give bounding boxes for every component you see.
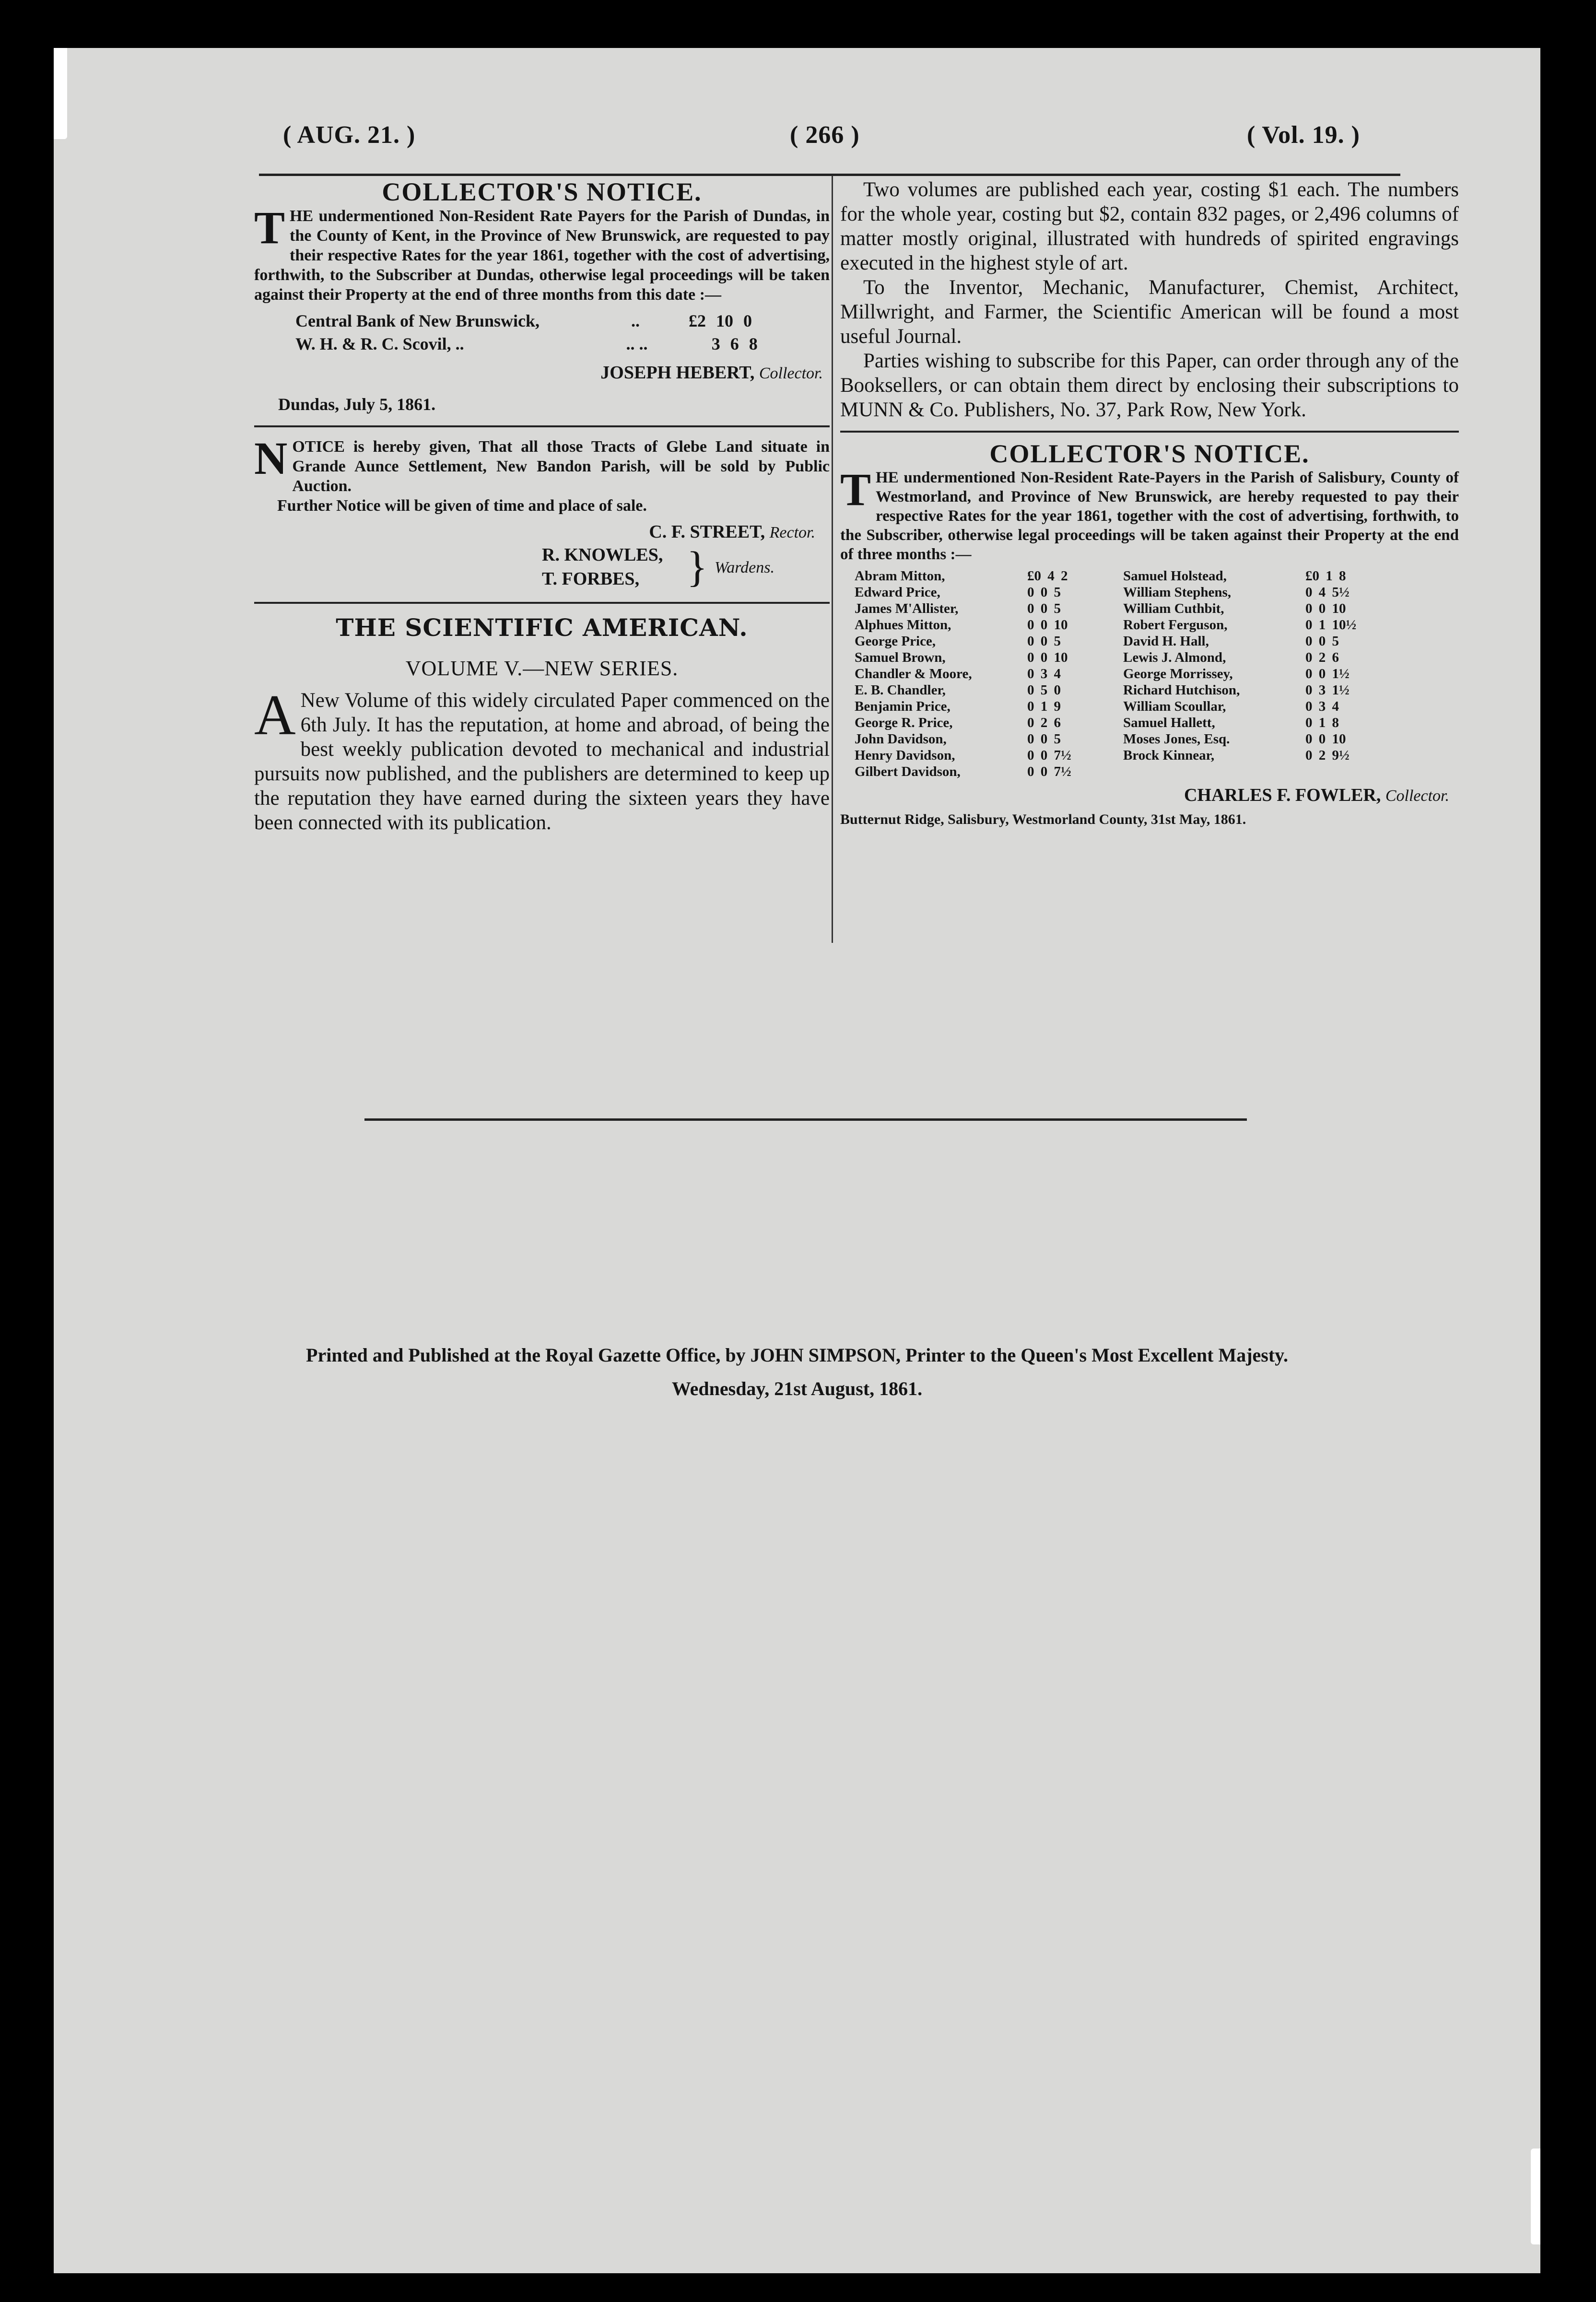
payer-amount: 0 5 0 <box>1027 682 1061 698</box>
table-row <box>840 584 1459 600</box>
left-column <box>254 177 830 835</box>
glebe-land-notice <box>254 433 830 597</box>
signature-name: JOSEPH HEBERT, <box>600 363 755 383</box>
table-row <box>840 763 1459 780</box>
payer-name: Chandler & Moore, <box>855 666 972 681</box>
payer-name: William Stephens, <box>1123 585 1232 600</box>
payer-amount: £0 1 8 <box>1305 568 1346 584</box>
payer-name: Central Bank of New Brunswick, <box>295 311 540 330</box>
signature-name: CHARLES F. FOWLER, <box>1184 785 1381 805</box>
payer-amount: 0 0 10 <box>1305 731 1346 747</box>
payer-name: Samuel Brown, <box>855 650 946 665</box>
notice-text: OTICE is hereby given, That all those Tracts of Glebe Land situate in Grande Aunce Settlement, New Bandon Parish, will be sold by Public Auction. <box>292 438 830 495</box>
header-volume: ( Vol. 19. ) <box>1247 121 1360 149</box>
payer-amount: £2 10 0 <box>689 311 752 330</box>
payer-amount: 0 3 4 <box>1305 699 1339 714</box>
payer-amount: 0 3 1½ <box>1305 682 1350 698</box>
payer-amount: 0 0 10 <box>1027 617 1068 633</box>
table-row <box>840 731 1459 747</box>
header-page-number: ( 266 ) <box>790 121 860 149</box>
payer-amount: 0 1 10½ <box>1305 617 1357 633</box>
rector-signature <box>254 520 830 544</box>
payer-name: John Davidson, <box>855 731 947 747</box>
notice-text: HE undermentioned Non-Resident Rate-Payers in the Parish of Salisbury, County of Westmorland, and Province of New Brunswick, are hereby requested to pay their respective Rates for the year 1861, together with the cost of advertising, forthwith, to the Subscriber, otherwise legal proceedings will be taken against their Property at the end of three months :— <box>840 469 1459 563</box>
payer-amount: 0 3 4 <box>1027 666 1061 681</box>
warden-name: R. KNOWLES, <box>542 545 663 565</box>
wardens-signature <box>254 544 830 597</box>
page-edge-right <box>1531 2149 1540 2244</box>
signature-title: Collector. <box>1385 787 1449 805</box>
rector-name: C. F. STREET, <box>649 522 765 542</box>
payer-name: Gilbert Davidson, <box>855 764 961 779</box>
table-row <box>840 682 1459 698</box>
ad-body <box>254 683 830 835</box>
rate-table <box>840 568 1459 780</box>
wardens-label: Wardens. <box>715 559 775 576</box>
payer-amount: 0 0 10 <box>1305 601 1346 616</box>
right-column <box>840 177 1459 829</box>
payer-name: Samuel Holstead, <box>1123 568 1227 584</box>
newspaper-page <box>54 48 1540 2273</box>
column-divider <box>832 176 833 943</box>
notice-text: HE undermentioned Non-Resident Rate Payers for the Parish of Dundas, in the County of Kent, in the Province of New Brunswick, are requested to pay their respective Rates for the year 1861, together with the cost of advertising, forthwith, to the Subscriber at Dundas, otherwise legal proceedings will be taken against their Property at the end of three months from this date :— <box>254 207 830 304</box>
payer-amount: 0 0 5 <box>1027 585 1061 600</box>
table-row <box>840 666 1459 682</box>
collector-signature <box>840 784 1459 808</box>
table-row <box>840 600 1459 617</box>
section-rule <box>254 425 830 427</box>
table-row <box>840 568 1459 584</box>
ad-paragraph: Parties wishing to subscribe for this Paper, can order through any of the Booksellers, or can obtain them direct by enclosing their subscriptions to MUNN & Co. Publishers, No. 37, Park Row, New York. <box>840 350 1459 421</box>
payer-name: Robert Ferguson, <box>1123 617 1228 633</box>
leader-dots: .. .. <box>626 334 648 353</box>
ad-title: THE SCIENTIFIC AMERICAN. <box>336 613 748 642</box>
notice-body <box>254 202 830 305</box>
payer-name <box>1123 763 1305 780</box>
payer-amount: 0 0 5 <box>1027 601 1061 616</box>
payer-amount: 0 2 6 <box>1027 715 1061 730</box>
payer-amount: 0 0 5 <box>1305 634 1339 649</box>
brace-symbol: } <box>687 543 708 591</box>
notice-date: Butternut Ridge, Salisbury, Westmorland County, 31st May, 1861. <box>840 811 1246 827</box>
collector-notice-dundas <box>254 177 830 416</box>
warden-name: T. FORBES, <box>542 569 640 589</box>
ad-paragraph: Two volumes are published each year, costing $1 each. The numbers for the whole year, costing but $2, contain 832 pages, or 2,496 columns of matter mostly original, illustrated with hundreds of spirited engravings executed in the highest style of art. <box>840 178 1459 274</box>
rate-row <box>254 309 830 332</box>
rate-row <box>254 332 830 355</box>
payer-name: Brock Kinnear, <box>1123 748 1215 763</box>
collector-notice-salisbury <box>840 439 1459 829</box>
payer-name: Richard Hutchison, <box>1123 682 1240 698</box>
payer-name: James M'Allister, <box>855 601 959 616</box>
table-row <box>840 617 1459 633</box>
payer-amount: 3 6 8 <box>711 334 758 353</box>
page-edge-left <box>54 48 67 139</box>
drop-cap: T <box>254 202 285 253</box>
header-rule <box>259 174 1400 176</box>
payer-amount: 0 1 8 <box>1305 715 1339 730</box>
scientific-american-ad <box>254 613 830 835</box>
table-row <box>840 698 1459 715</box>
payer-name: Lewis J. Almond, <box>1123 650 1226 665</box>
ad-text: New Volume of this widely circulated Paper commenced on the 6th July. It has the reputation, at home and abroad, of being the best weekly publication devoted to mechanical and industrial pursuits now published, and the publishers are determined to keep up the reputation they have earned during the sixteen years they have been connected with its publication. <box>254 689 830 834</box>
payer-amount: 0 2 6 <box>1305 650 1339 665</box>
payer-amount: 0 4 5½ <box>1305 585 1350 600</box>
payer-amount: 0 0 7½ <box>1027 748 1071 763</box>
payer-name: Henry Davidson, <box>855 748 955 763</box>
table-row <box>840 715 1459 731</box>
ad-volume: VOLUME V.—NEW SERIES. <box>405 657 679 680</box>
section-rule <box>254 602 830 604</box>
notice-body <box>254 433 830 496</box>
page-rule <box>364 1118 1247 1121</box>
payer-name: George Morrissey, <box>1123 666 1233 681</box>
payer-amount: 0 0 1½ <box>1305 666 1350 681</box>
drop-cap: N <box>254 433 288 484</box>
table-row <box>840 649 1459 666</box>
notice-title: COLLECTOR'S NOTICE. <box>382 177 702 206</box>
notice-date: Dundas, July 5, 1861. <box>278 395 436 414</box>
payer-amount <box>1305 763 1377 780</box>
notice-body <box>840 464 1459 564</box>
further-notice: Further Notice will be given of time and place of sale. <box>277 497 647 515</box>
payer-name: Abram Mitton, <box>855 568 945 584</box>
payer-name: Edward Price, <box>855 585 940 600</box>
section-rule <box>840 431 1459 433</box>
payer-name: Benjamin Price, <box>855 699 951 714</box>
notice-title: COLLECTOR'S NOTICE. <box>989 439 1310 468</box>
payer-amount: 0 2 9½ <box>1305 748 1350 763</box>
scientific-american-continued <box>840 177 1459 422</box>
signature-title: Collector. <box>759 364 823 382</box>
ad-paragraph: To the Inventor, Mechanic, Manufacturer, Chemist, Architect, Millwright, and Farmer, the Scientific American will be found a most useful Journal. <box>840 276 1459 348</box>
payer-name: Moses Jones, Esq. <box>1123 731 1230 747</box>
header-date: ( AUG. 21. ) <box>283 121 416 149</box>
payer-name: George Price, <box>855 634 936 649</box>
collector-signature <box>254 361 830 385</box>
drop-cap: A <box>254 683 296 747</box>
payer-name: W. H. & R. C. Scovil, .. <box>295 334 464 353</box>
payer-name: Alphues Mitton, <box>855 617 951 633</box>
table-row <box>840 747 1459 763</box>
payer-amount: 0 0 10 <box>1027 650 1068 665</box>
rector-title: Rector. <box>769 524 815 541</box>
imprint-line: Printed and Published at the Royal Gazette Office, by JOHN SIMPSON, Printer to the Queen's Most Excellent Majesty. <box>306 1344 1288 1366</box>
leader-dots: .. <box>631 311 640 330</box>
payer-amount: 0 0 7½ <box>1027 764 1071 779</box>
payer-name: William Cuthbit, <box>1123 601 1224 616</box>
drop-cap: T <box>840 464 871 515</box>
payer-name: George R. Price, <box>855 715 953 730</box>
imprint-date: Wednesday, 21st August, 1861. <box>671 1378 923 1399</box>
payer-name: David H. Hall, <box>1123 634 1209 649</box>
payer-amount: 0 1 9 <box>1027 699 1061 714</box>
payer-name: E. B. Chandler, <box>855 682 946 698</box>
payer-amount: 0 0 5 <box>1027 634 1061 649</box>
payer-name: Samuel Hallett, <box>1123 715 1215 730</box>
payer-name: William Scoullar, <box>1123 699 1226 714</box>
payer-amount: £0 4 2 <box>1027 568 1068 584</box>
table-row <box>840 633 1459 649</box>
payer-amount: 0 0 5 <box>1027 731 1061 747</box>
